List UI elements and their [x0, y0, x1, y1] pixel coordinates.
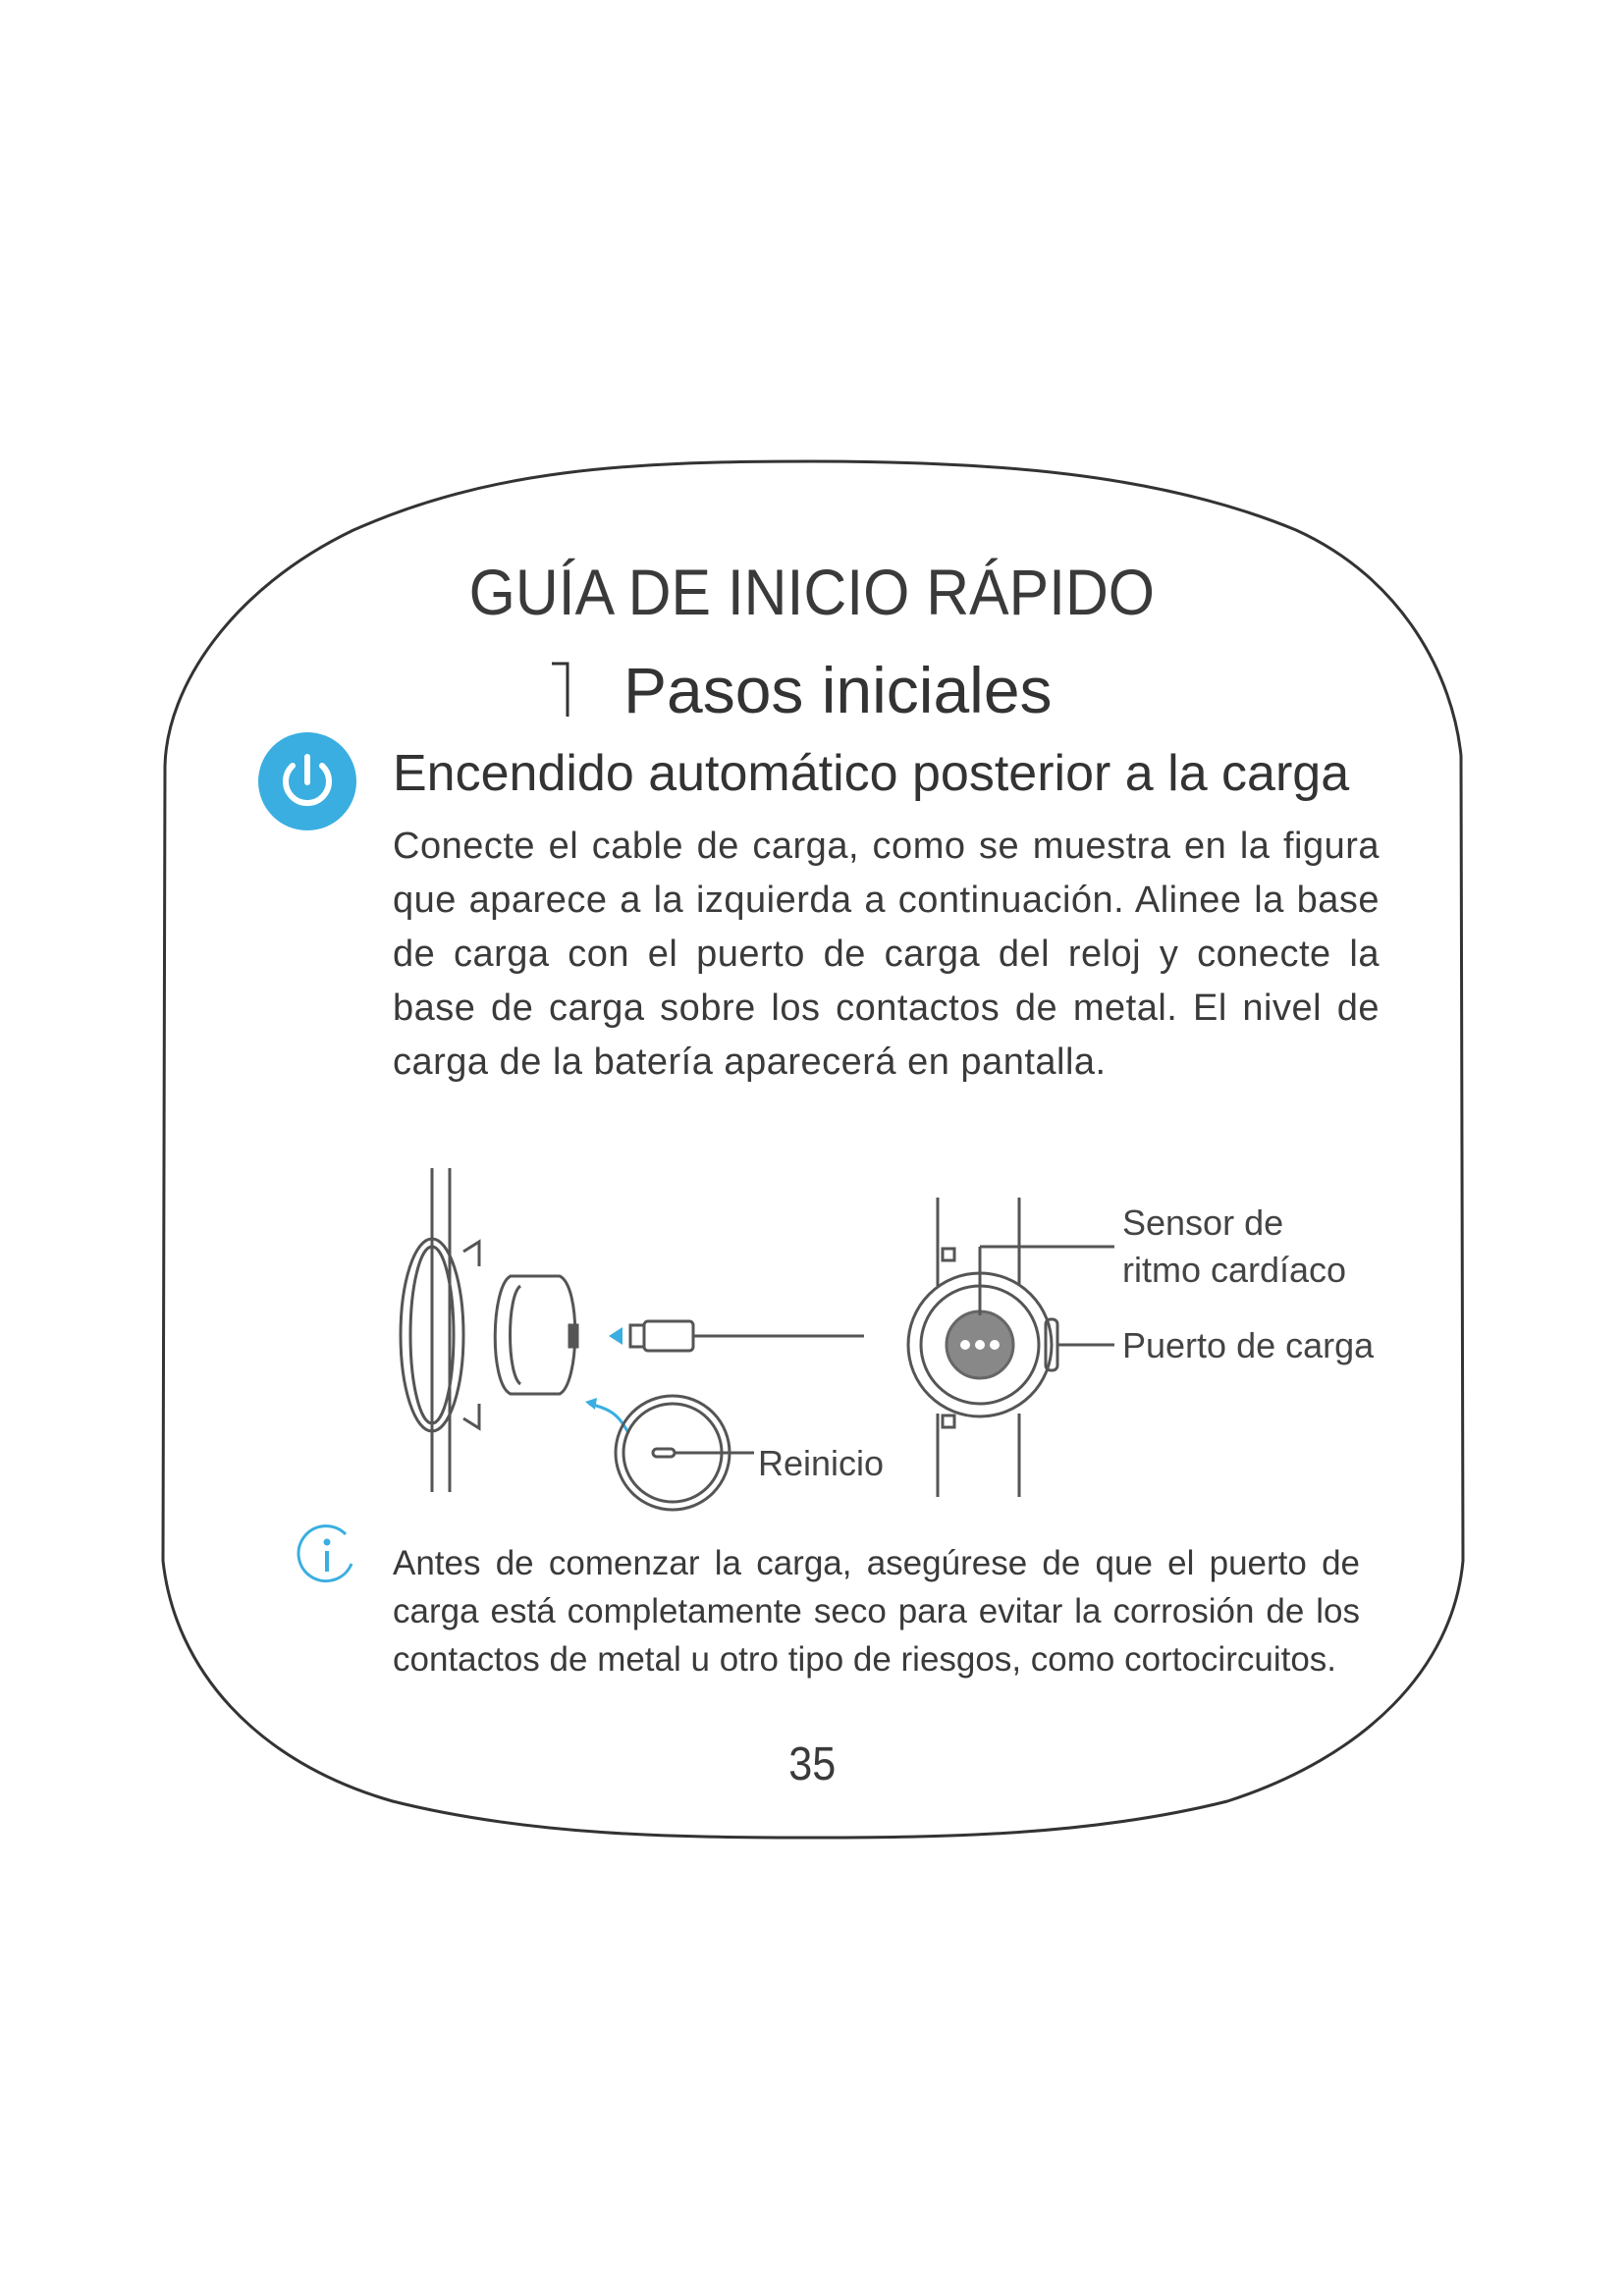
usb-cable — [630, 1321, 864, 1351]
note-paragraph: Antes de comenzar la carga, asegúrese de que el puerto de carga está completamente seco para evitar la corrosión de los contactos de metal u otro tipo de riesgos, como cortocircuitos. — [393, 1544, 1360, 1679]
section-title: Pasos iniciales — [623, 654, 1053, 726]
page-title: GUÍA DE INICIO RÁPIDO — [468, 556, 1156, 628]
charging-dock — [495, 1276, 577, 1394]
heart-rate-sensor-label-line1: Sensor de — [1122, 1202, 1284, 1243]
watch-side-view — [401, 1168, 479, 1492]
reset-detail — [616, 1396, 754, 1510]
heart-rate-sensor-label — [1122, 1200, 1346, 1294]
heart-rate-sensor-label-line2: ritmo cardíaco — [1122, 1250, 1347, 1290]
watch-back-view — [908, 1198, 1114, 1497]
subsection-heading: Encendido automático posterior a la carga — [393, 745, 1350, 802]
reset-label: Reinicio — [758, 1443, 885, 1483]
section-mark-icon — [550, 660, 575, 719]
power-icon — [257, 731, 357, 831]
body-paragraph: Conecte el cable de carga, como se muestra en la figura que aparece a la izquierda a continuación. Alinee la base de carga con el puerto de carga del reloj y conecte la base de carga sobre los contactos de metal. El nivel de carga de la batería aparecerá en pantalla. — [393, 826, 1380, 1083]
charging-port-label: Puerto de carga — [1122, 1325, 1375, 1365]
info-icon — [297, 1524, 357, 1587]
page-number: 35 — [788, 1738, 837, 1790]
